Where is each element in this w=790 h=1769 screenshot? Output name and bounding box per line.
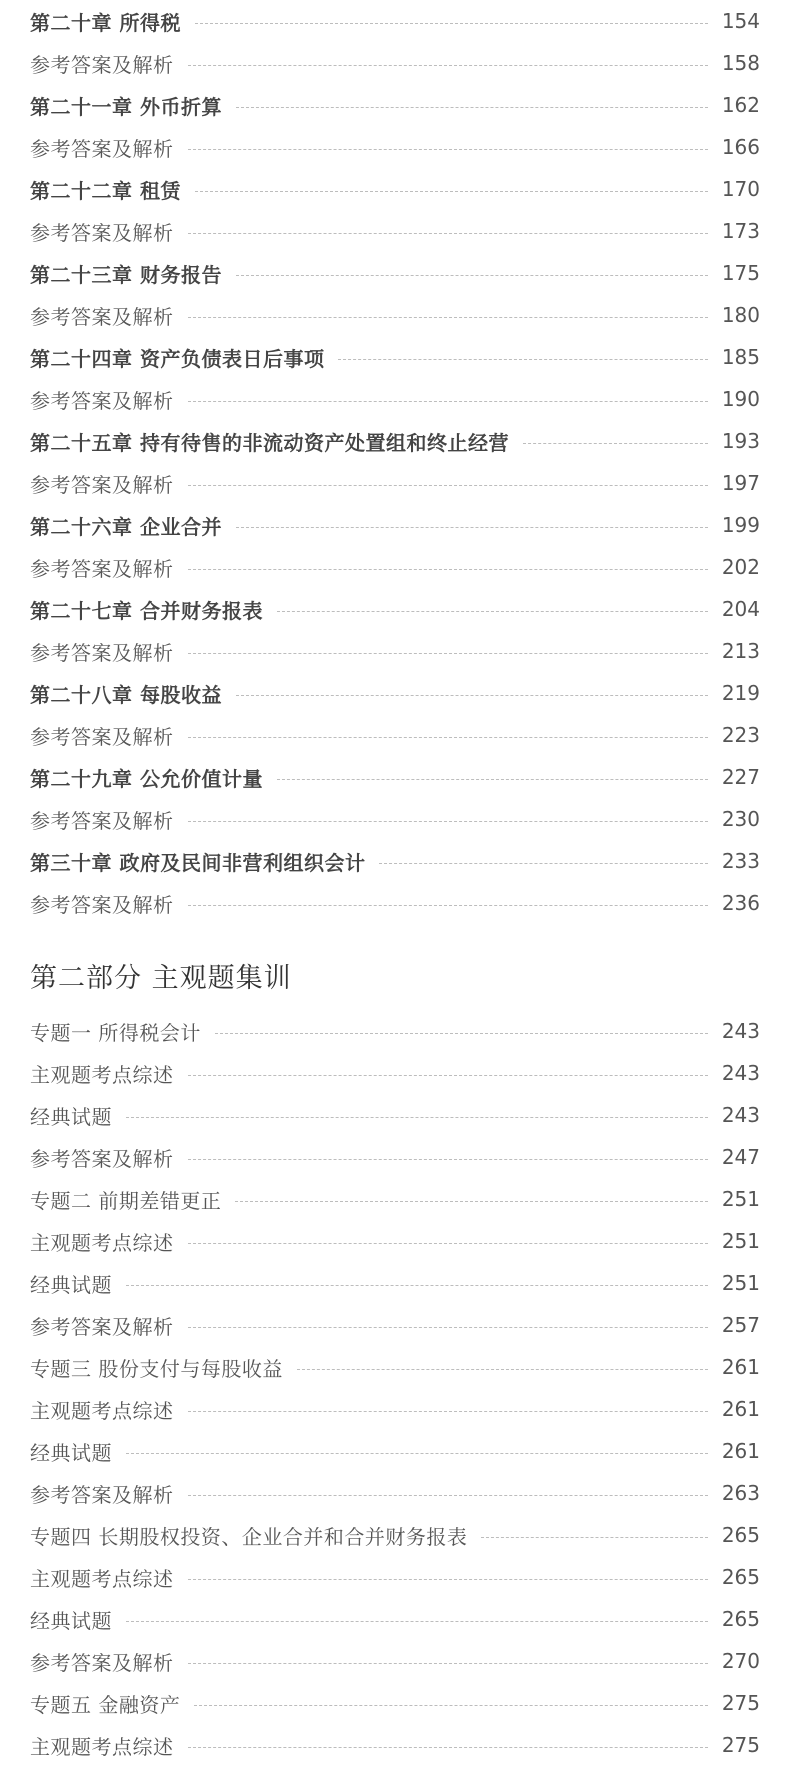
toc-entry-title: 参考答案及解析 [30, 52, 174, 77]
dotted-leader [236, 275, 708, 276]
dotted-leader [379, 863, 707, 864]
toc-entry-row[interactable] [30, 802, 760, 836]
toc-entry-title: 主观题考点综述 [30, 1734, 174, 1759]
toc-page-number: 166 [721, 135, 760, 159]
toc-entry-title: 参考答案及解析 [30, 304, 174, 329]
toc-page-number: 265 [721, 1523, 760, 1547]
toc-entry-title: 专题一 所得税会计 [30, 1020, 201, 1045]
toc-page-number: 261 [721, 1397, 760, 1421]
dotted-leader [188, 737, 708, 738]
toc-page-number: 265 [721, 1607, 760, 1631]
toc-page-number: 261 [721, 1439, 760, 1463]
toc-entry-title: 第二十六章 企业合并 [30, 514, 222, 539]
toc-page-number: 223 [721, 723, 760, 747]
toc-entry-title: 第二十二章 租赁 [30, 178, 181, 203]
toc-entry-title: 第二十一章 外币折算 [30, 94, 222, 119]
toc-entry-title: 参考答案及解析 [30, 724, 174, 749]
toc-entry-row[interactable] [30, 1350, 760, 1384]
dotted-leader [188, 1747, 708, 1748]
toc-entry-title: 主观题考点综述 [30, 1566, 174, 1591]
toc-chapter-row[interactable] [30, 340, 760, 374]
toc-entry-title: 专题五 金融资产 [30, 1692, 181, 1717]
toc-entry-title: 第二十章 所得税 [30, 10, 181, 35]
toc-chapter-row[interactable] [30, 760, 760, 794]
dotted-leader [188, 1075, 708, 1076]
toc-chapter-row[interactable] [30, 88, 760, 122]
toc-chapter-row[interactable] [30, 172, 760, 206]
dotted-leader [188, 485, 708, 486]
toc-entry-row[interactable] [30, 1098, 760, 1132]
section-heading: 第二部分 主观题集训 [30, 963, 292, 994]
toc-entry-row[interactable] [30, 1140, 760, 1174]
dotted-leader [188, 65, 708, 66]
toc-entry-row[interactable] [30, 634, 760, 668]
toc-page-number: 213 [721, 639, 760, 663]
toc-entry-row[interactable] [30, 550, 760, 584]
toc-page-number: 233 [721, 849, 760, 873]
toc-page-number: 243 [721, 1061, 760, 1085]
dotted-leader [215, 1033, 708, 1034]
toc-page-number: 158 [721, 51, 760, 75]
toc-entry-title: 参考答案及解析 [30, 892, 174, 917]
toc-entry-title: 参考答案及解析 [30, 1482, 174, 1507]
toc-page-number: 197 [721, 471, 760, 495]
dotted-leader [188, 821, 708, 822]
dotted-leader [188, 1495, 708, 1496]
toc-page-number: 257 [721, 1313, 760, 1337]
toc-page-number: 261 [721, 1355, 760, 1379]
toc-page-number: 236 [721, 891, 760, 915]
dotted-leader [188, 1327, 708, 1328]
dotted-leader [236, 107, 708, 108]
toc-entry-title: 参考答案及解析 [30, 220, 174, 245]
toc-chapter-row[interactable] [30, 256, 760, 290]
dotted-leader [126, 1285, 708, 1286]
toc-entry-title: 参考答案及解析 [30, 808, 174, 833]
dotted-leader [126, 1117, 708, 1118]
toc-entry-row[interactable] [30, 1728, 760, 1762]
toc-entry-title: 参考答案及解析 [30, 136, 174, 161]
toc-entry-row[interactable] [30, 130, 760, 164]
dotted-leader [236, 527, 708, 528]
toc-entry-title: 第二十四章 资产负债表日后事项 [30, 346, 325, 371]
toc-entry-title: 专题三 股份支付与每股收益 [30, 1356, 283, 1381]
toc-entry-title: 参考答案及解析 [30, 1314, 174, 1339]
toc-entry-row[interactable] [30, 46, 760, 80]
toc-page-number: 180 [721, 303, 760, 327]
toc-entry-row[interactable] [30, 1602, 760, 1636]
toc-entry-title: 经典试题 [30, 1104, 112, 1129]
toc-page-number: 154 [721, 9, 760, 33]
toc-entry-title: 主观题考点综述 [30, 1398, 174, 1423]
dotted-leader [195, 191, 708, 192]
dotted-leader [188, 317, 708, 318]
toc-entry-row[interactable] [30, 1224, 760, 1258]
dotted-leader [188, 1243, 708, 1244]
toc-page-number: 275 [721, 1691, 760, 1715]
dotted-leader [188, 401, 708, 402]
toc-page-number: 275 [721, 1733, 760, 1757]
toc-entry-row[interactable] [30, 886, 760, 920]
toc-entry-title: 第二十五章 持有待售的非流动资产处置组和终止经营 [30, 430, 509, 455]
dotted-leader [338, 359, 707, 360]
toc-page-number: 204 [721, 597, 760, 621]
toc-page-number: 162 [721, 93, 760, 117]
dotted-leader [126, 1453, 708, 1454]
toc-page-number: 247 [721, 1145, 760, 1169]
toc-entry-title: 参考答案及解析 [30, 472, 174, 497]
toc-chapter-row[interactable] [30, 4, 760, 38]
toc-entry-title: 参考答案及解析 [30, 1146, 174, 1171]
toc-chapter-row[interactable] [30, 424, 760, 458]
dotted-leader [188, 1159, 708, 1160]
toc-chapter-row[interactable] [30, 676, 760, 710]
dotted-leader [188, 1411, 708, 1412]
toc-entry-row[interactable] [30, 1644, 760, 1678]
toc-entry-row[interactable] [30, 1056, 760, 1090]
toc-entry-row[interactable] [30, 382, 760, 416]
toc-chapter-row[interactable] [30, 592, 760, 626]
toc-entry-title: 参考答案及解析 [30, 388, 174, 413]
toc-page-number: 219 [721, 681, 760, 705]
toc-entry-title: 专题二 前期差错更正 [30, 1188, 222, 1213]
toc-entry-row[interactable] [30, 1686, 760, 1720]
toc-entry-title: 参考答案及解析 [30, 556, 174, 581]
toc-entry-title: 参考答案及解析 [30, 1650, 174, 1675]
dotted-leader [188, 653, 708, 654]
toc-page-number: 185 [721, 345, 760, 369]
toc-page-number: 175 [721, 261, 760, 285]
toc-entry-title: 第二十八章 每股收益 [30, 682, 222, 707]
toc-entry-row[interactable] [30, 718, 760, 752]
toc-entry-title: 经典试题 [30, 1440, 112, 1465]
dotted-leader [188, 569, 708, 570]
toc-chapter-row[interactable] [30, 508, 760, 542]
dotted-leader [297, 1369, 708, 1370]
toc-page-number: 193 [721, 429, 760, 453]
toc-entry-row[interactable] [30, 1266, 760, 1300]
toc-page-number: 202 [721, 555, 760, 579]
dotted-leader [188, 233, 708, 234]
toc-entry-title: 主观题考点综述 [30, 1230, 174, 1255]
toc-entry-title: 第三十章 政府及民间非营利组织会计 [30, 850, 366, 875]
toc-entry-row[interactable] [30, 1434, 760, 1468]
dotted-leader [277, 779, 708, 780]
toc-entry-row[interactable] [30, 298, 760, 332]
toc-entry-title: 经典试题 [30, 1272, 112, 1297]
toc-entry-title: 主观题考点综述 [30, 1062, 174, 1087]
toc-page-number: 227 [721, 765, 760, 789]
toc-page-number: 173 [721, 219, 760, 243]
toc-entry-title: 第二十九章 公允价值计量 [30, 766, 263, 791]
toc-entry-title: 第二十七章 合并财务报表 [30, 598, 263, 623]
dotted-leader [188, 905, 708, 906]
toc-entry-title: 经典试题 [30, 1608, 112, 1633]
dotted-leader [277, 611, 708, 612]
toc-entry-row[interactable] [30, 214, 760, 248]
toc-page-number: 170 [721, 177, 760, 201]
toc-entry-row[interactable] [30, 1518, 760, 1552]
toc-entry-row[interactable] [30, 1392, 760, 1426]
toc-page-number: 263 [721, 1481, 760, 1505]
dotted-leader [481, 1537, 707, 1538]
dotted-leader [188, 149, 708, 150]
dotted-leader [195, 23, 708, 24]
toc-entry-title: 参考答案及解析 [30, 640, 174, 665]
toc-page-number: 199 [721, 513, 760, 537]
toc-page-number: 190 [721, 387, 760, 411]
dotted-leader [194, 1705, 707, 1706]
toc-entry-title: 专题四 长期股权投资、企业合并和合并财务报表 [30, 1524, 468, 1549]
toc-page-number: 251 [721, 1187, 760, 1211]
dotted-leader [236, 695, 708, 696]
dotted-leader [235, 1201, 707, 1202]
toc-entry-title: 第二十三章 财务报告 [30, 262, 222, 287]
toc-entry-row[interactable] [30, 1308, 760, 1342]
toc-page-number: 243 [721, 1019, 760, 1043]
toc-page-number: 270 [721, 1649, 760, 1673]
toc-entry-row[interactable] [30, 1476, 760, 1510]
toc-entry-row[interactable] [30, 1014, 760, 1048]
toc-chapter-row[interactable] [30, 844, 760, 878]
toc-page-number: 265 [721, 1565, 760, 1589]
dotted-leader [126, 1621, 708, 1622]
toc-entry-row[interactable] [30, 466, 760, 500]
toc-page-number: 251 [721, 1229, 760, 1253]
toc-entry-row[interactable] [30, 1560, 760, 1594]
toc-entry-row[interactable] [30, 1182, 760, 1216]
toc-page-number: 251 [721, 1271, 760, 1295]
dotted-leader [188, 1663, 708, 1664]
toc-page-number: 243 [721, 1103, 760, 1127]
dotted-leader [523, 443, 708, 444]
dotted-leader [188, 1579, 708, 1580]
toc-page-number: 230 [721, 807, 760, 831]
